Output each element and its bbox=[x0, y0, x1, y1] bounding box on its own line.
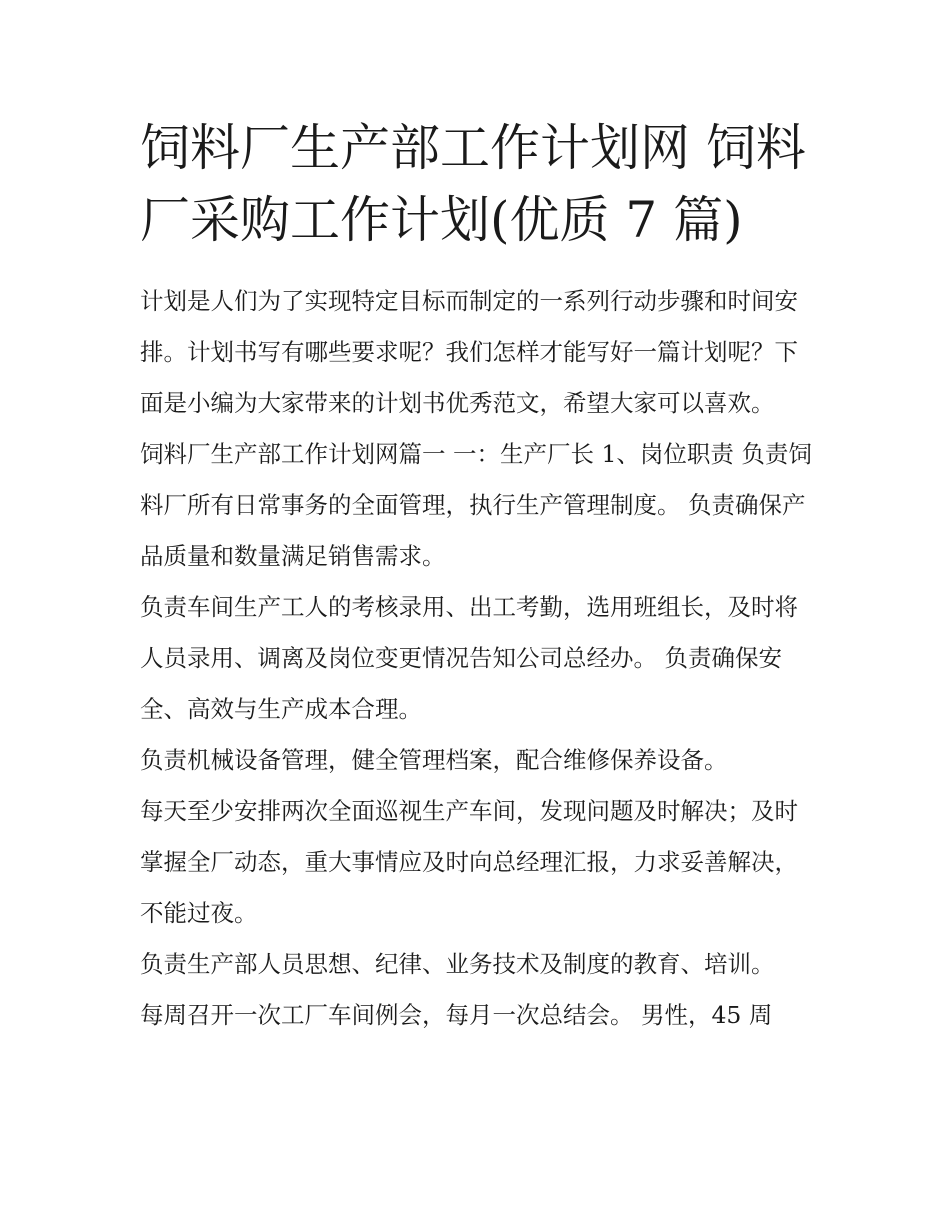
paragraph-intro: 计划是人们为了实现特定目标而制定的一系列行动步骤和时间安排。计划书写有哪些要求呢？我们怎样才能写好一篇计划呢？下面是小编为大家带来的计划书优秀范文，希望大家可以喜欢。 bbox=[140, 287, 798, 417]
paragraph-training: 负责生产部人员思想、纪律、业务技术及制度的教育、培训。 bbox=[140, 950, 775, 978]
paragraph-inspection: 每天至少安排两次全面巡视生产车间，发现问题及时解决；及时掌握全厂动态，重大事情应及时向总经理汇报，力求妥善解决，不能过夜。 bbox=[140, 797, 798, 927]
document-title: 饲料厂生产部工作计划网 饲料厂采购工作计划(优质 7 篇) bbox=[140, 119, 806, 249]
paragraph-meetings: 每周召开一次工厂车间例会，每月一次总结会。 男性，45 周 bbox=[140, 1001, 773, 1029]
paragraph-workshop-staff: 负责车间生产工人的考核录用、出工考勤，选用班组长，及时将人员录用、调离及岗位变更情况告知公司总经办。 负责确保安全、高效与生产成本合理。 bbox=[140, 593, 798, 723]
paragraph-section-one: 饲料厂生产部工作计划网篇一 一：生产厂长 1、岗位职责 负责饲料厂所有日常事务的全面管理，执行生产管理制度。 负责确保产品质量和数量满足销售需求。 bbox=[140, 440, 812, 570]
paragraph-equipment: 负责机械设备管理，健全管理档案，配合维修保养设备。 bbox=[140, 746, 728, 774]
document-body bbox=[140, 276, 820, 1041]
